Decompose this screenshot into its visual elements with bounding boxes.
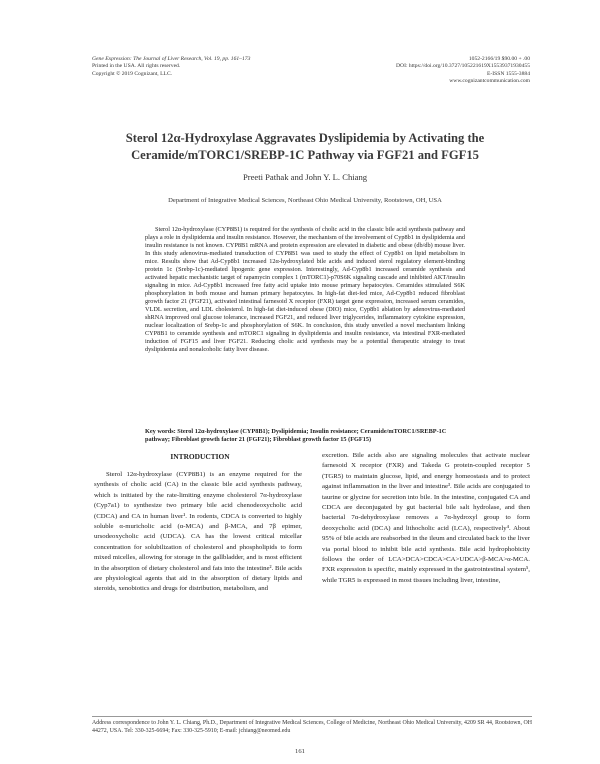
printed-notice: Printed in the USA. All rights reserved.	[92, 63, 181, 70]
journal-citation: Gene Expression: The Journal of Liver Research, Vol. 19, pp. 161–173	[92, 56, 251, 62]
issn-line: 1052-2166/19 $90.00 + .00	[468, 56, 530, 62]
footnote-divider	[92, 716, 532, 717]
introduction-heading: INTRODUCTION	[170, 452, 230, 461]
journal-header-left	[92, 56, 250, 78]
introduction-right-column: excretion. Bile acids also are signaling molecules that activate nuclear farnesoid X receptor (FXR) and Takeda G protein-coupled receptor 5 (TGR5) to maintain glucose, lipid, and energy homeostasis and to protect against inflammation in the liver and intestine³. Bile acids are conjugated to taurine or glycine for secretion into bile. In the intestine, conjugated CA and CDCA are deconjugated by gut bacterial bile salt hydrolase, and then bacterial 7α-dehydroxylase removes a 7α-hydroxyl group to form deoxycholic acid (DCA) and lithocholic acid (LCA), respectively⁴. About 95% of bile acids are reabsorbed in the ileum and circulated back to the liver via portal blood to inhibit bile acid synthesis. Bile acid hydrophobicity follows the order of LCA>DCA>CDCA>CA>UDCA>β-MCA>α-MCA. FXR expression is specific, mainly expressed in the gastrointestinal system⁵, while TGR5 is expressed in most tissues including liver, intestine,	[322, 452, 530, 584]
page-number: 161	[295, 748, 305, 755]
author-list: Preeti Pathak and John Y. L. Chiang	[242, 172, 368, 182]
doi-line: DOI: https://doi.org/10.3727/105221619X15539371930455	[396, 63, 530, 70]
introduction-left-column: Sterol 12α-hydroxylase (CYP8B1) is an enzyme required for the synthesis of cholic acid (CA) in the classic bile acid synthesis pathway, which is initiated by the rate-limiting enzyme cholesterol 7α-hydroxylase (Cyp7a1) to synthesize two primary bile acid chenodeoxycholic acid (CDCA) and CA in human liver¹. In rodents, CDCA is converted to highly soluble α-muricholic acid (α-MCA) and β-MCA, and 7β epimer, ursodeoxycholic acid (UDCA). CA has the lowest critical micellar concentration for solubilization of cholesterol and phospholipids to form mixed micelles, allowing for storage in the gallbladder, and is most efficient in the absorption of dietary cholesterol and fats into the intestine². Bile acids are physiological agents that aid in the absorption of dietary lipids and steroids, xenobiotics and drugs for distribution, metabolism, and	[94, 471, 302, 593]
publisher-website: www.cognizantcommunication.com	[449, 78, 530, 85]
copyright-notice: Copyright © 2019 Cognizant, LLC.	[92, 70, 173, 77]
article-title: Sterol 12α-Hydroxylase Aggravates Dyslipidemia by Activating the Ceramide/mTORC1/SREBP-1C Pathway via FGF21 and FGF15	[125, 131, 485, 162]
correspondence-footnote: Address correspondence to John Y. L. Chiang, Ph.D., Department of Integrative Medical Sciences, College of Medicine, Northeast Ohio Medical University, 4209 SR 44, Rootstown, OH 44272, USA. Tel: 330-325-6694; Fax: 330-325-5910; E-mail: jchiang@neomed.edu	[92, 720, 532, 734]
keywords: Key words: Sterol 12α-hydroxylase (CYP8B1); Dyslipidemia; Insulin resistance; Ceramide/mTORC1/SREBP-1C pathway; Fibroblast growth factor 21 (FGF21); Fibroblast growth factor 15 (FGF15)	[145, 428, 447, 443]
author-affiliation: Department of Integrative Medical Sciences, Northeast Ohio Medical University, Rootstown, OH, USA	[168, 197, 442, 204]
journal-header-right	[396, 56, 530, 86]
eissn-line: E-ISSN 1555-3884	[486, 70, 530, 77]
abstract: Sterol 12α-hydroxylase (CYP8B1) is required for the synthesis of cholic acid in the classic bile acid synthesis pathway and plays a role in dyslipidemia and insulin resistance. However, the mechanism of the involvement of Cyp8b1 in dyslipidemia and insulin resistance is not known. CYP8B1 mRNA and protein expression are elevated in diabetic and obese (db/db) mouse liver. In this study adenovirus-mediated transduction of CYP8B1 was used to study the effect of Cyp8b1 on lipid metabolism in mice. Results show that Ad-Cyp8b1 increased 12α-hydroxylated bile acids and induced sterol regulatory element-binding protein 1c (Srebp-1c)-mediated lipogenic gene expression. Interestingly, Ad-Cyp8b1 increased ceramide synthesis and activated hepatic mechanistic target of rapamycin complex 1 (mTORC1)-p70S6K signaling cascade and inhibited AKT/insulin signaling in mice. Ad-Cyp8b1 increased free fatty acid uptake into mouse primary hepatocytes. Ceramides stimulated S6K phosphorylation in both mouse and human primary hepatocytes. In high-fat diet-fed mice, Ad-Cyp8b1 reduced fibroblast growth factor 21 (FGF21), activated intestinal farnesoid X receptor (FXR) target gene expression, increased serum ceramides, VLDL secretion, and LDL cholesterol. In high-fat diet-induced obese (DIO) mice, Cyp8b1 ablation by adenovirus-mediated shRNA improved oral glucose tolerance, increased FGF21, and reduced liver triglycerides, inflammatory cytokine expression, nuclear localization of Srebp-1c and phosphorylation of S6K. In conclusion, this study unveiled a novel mechanism linking CYP8B1 to ceramide synthesis and mTORC1 signaling in dyslipidemia and insulin resistance, via intestinal FXR-mediated induction of FGF15 and liver FGF21. Reducing cholic acid synthesis may be a potential therapeutic strategy to treat dyslipidemia and nonalcoholic fatty liver disease.	[145, 226, 465, 353]
